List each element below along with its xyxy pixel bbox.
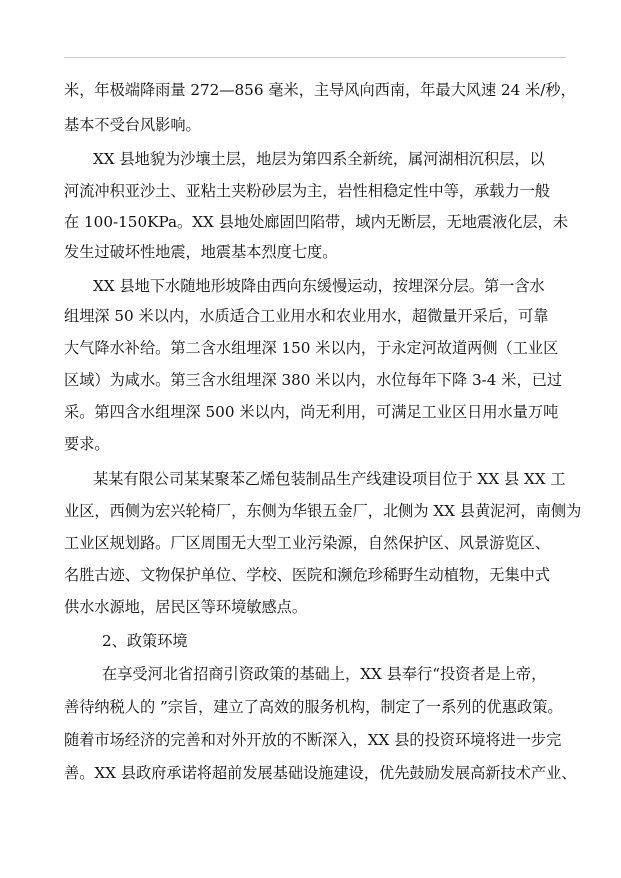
header-rule <box>64 57 566 58</box>
paragraph-climate-line-1: 米，年极端降雨量 272—856 毫米，主导风向西南，年最大风速 24 米/秒， <box>64 81 576 99</box>
paragraph-policy-line-4: 善。XX 县政府承诺将超前发展基础设施建设，优先鼓励发展高新技术产业、 <box>64 764 577 782</box>
paragraph-policy-line-1: 在享受河北省招商引资政策的基础上，XX 县奉行“投资者是上帝， <box>102 665 547 683</box>
paragraph-location-line-5: 供水水源地，居民区等环境敏感点。 <box>64 598 307 616</box>
paragraph-groundwater-line-5: 采。第四含水组埋深 500 米以内，尚无利用，可满足工业区日用水量万吨 <box>64 403 559 421</box>
paragraph-policy-line-2: 善待纳税人的 ”宗旨，建立了高效的服务机构，制定了一系列的优惠政策。 <box>64 698 563 716</box>
paragraph-location-line-1: 某某有限公司某某聚苯乙烯包装制品生产线建设项目位于 XX 县 XX 工 <box>93 470 566 488</box>
paragraph-policy-line-3: 随着市场经济的完善和对外开放的不断深入，XX 县的投资环境将进一步完 <box>64 731 562 749</box>
paragraph-location-line-2: 业区，西侧为宏兴轮椅厂，东侧为华银五金厂，北侧为 XX 县黄泥河，南侧为 <box>64 502 582 520</box>
paragraph-geology-line-3: 在 100-150KPa。XX 县地处廊固凹陷带，域内无断层，无地震液化层，未 <box>64 213 569 231</box>
paragraph-location-line-4: 名胜古迹、文物保护单位、学校、医院和濒危珍稀野生动植物，无集中式 <box>64 566 550 584</box>
paragraph-groundwater-line-6: 要求。 <box>64 435 110 453</box>
paragraph-groundwater-line-2: 组埋深 50 米以内，水质适合工业用水和农业用水，超微量开采后，可靠 <box>64 307 549 325</box>
paragraph-geology-line-1: XX 县地貌为沙壤土层，地层为第四系全新统，属河湖相沉积层，以 <box>93 150 545 168</box>
paragraph-groundwater-line-1: XX 县地下水随地形坡降由西向东缓慢运动，按埋深分层。第一含水 <box>93 277 545 295</box>
paragraph-groundwater-line-4: 区域）为咸水。第三含水组埋深 380 米以内，水位每年下降 3-4 米，已过 <box>64 371 563 389</box>
paragraph-location-line-3: 工业区规划路。厂区周围无大型工业污染源，自然保护区、风景游览区、 <box>64 534 550 552</box>
paragraph-geology-line-4: 发生过破坏性地震，地震基本烈度七度。 <box>64 243 338 261</box>
section-heading-policy: 2、政策环境 <box>102 632 188 650</box>
paragraph-groundwater-line-3: 大气降水补给。第二含水组埋深 150 米以内，于永定河故道两侧（工业区 <box>64 339 559 357</box>
paragraph-climate-line-2: 基本不受台风影响。 <box>64 116 201 134</box>
paragraph-geology-line-2: 河流冲积亚沙土、亚粘土夹粉砂层为主，岩性相稳定性中等，承载力一般 <box>64 182 550 200</box>
